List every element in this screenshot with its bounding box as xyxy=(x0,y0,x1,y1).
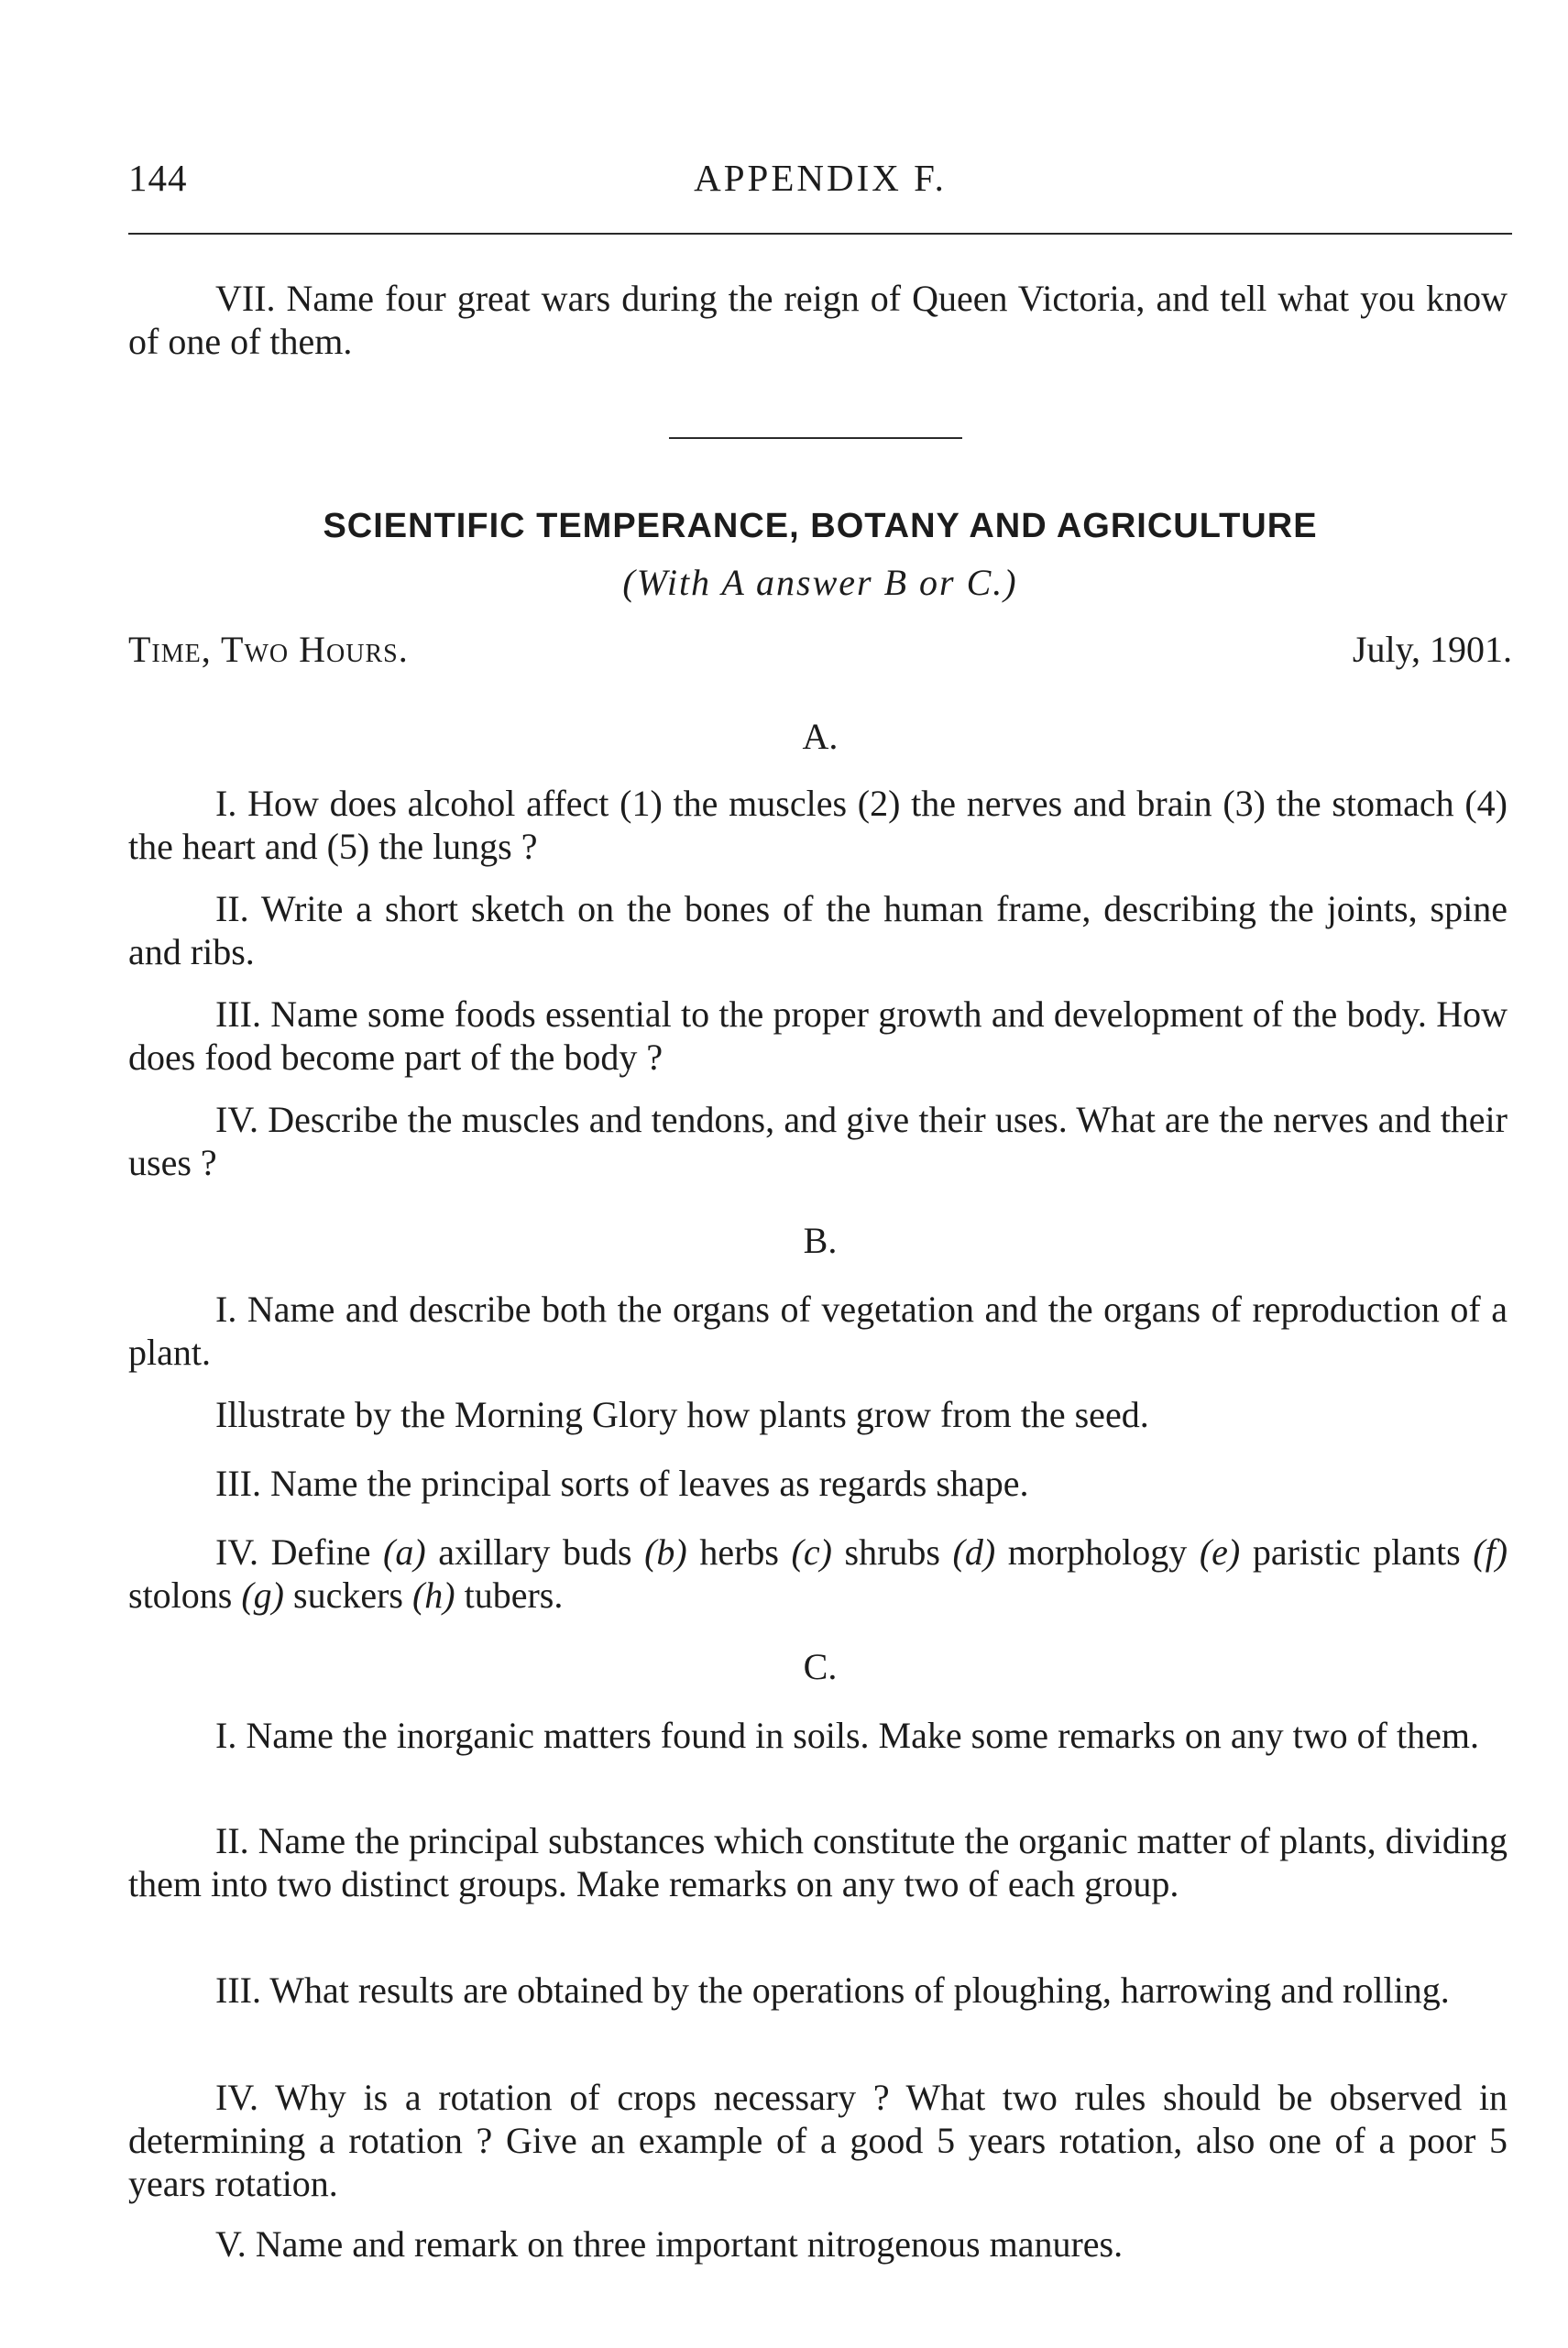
q4-text-1: IV. Define xyxy=(215,1531,384,1573)
q4-label-b: (b) xyxy=(644,1531,687,1573)
part-b-question-2: Illustrate by the Morning Glory how plants grow from the seed. xyxy=(215,1394,1149,1435)
q4-text-4: shrubs xyxy=(831,1531,953,1573)
running-title: APPENDIX F. xyxy=(694,157,947,199)
part-a-question-1: I. How does alcohol affect (1) the muscles (2) the nerves and brain (3) the stomach (4) the heart and (5) the lungs ? xyxy=(128,783,1508,867)
q4-text-5: morphology xyxy=(995,1531,1200,1573)
q4-text-2: axillary buds xyxy=(425,1531,645,1573)
part-a-heading: A. xyxy=(802,716,839,757)
header-rule xyxy=(128,233,1512,235)
running-head xyxy=(128,156,1512,211)
q4-text-6: paristic plants xyxy=(1240,1531,1474,1573)
part-a-question-2: II. Write a short sketch on the bones of the human frame, describing the joints, spine and ribs. xyxy=(128,888,1508,972)
exam-meta xyxy=(128,628,1512,674)
part-c-heading: C. xyxy=(803,1646,838,1687)
page-number: 144 xyxy=(128,157,188,199)
part-c-question-1: I. Name the inorganic matters found in soils. Make some remarks on any two of them. xyxy=(215,1715,1479,1756)
part-a-question-4: IV. Describe the muscles and tendons, and give their uses. What are the nerves and their uses ? xyxy=(128,1099,1508,1183)
question-vii: VII. Name four great wars during the reign of Queen Victoria, and tell what you know of one of them. xyxy=(128,278,1508,362)
exam-time: Time, Two Hours. xyxy=(128,629,409,670)
q4-label-g: (g) xyxy=(241,1574,284,1616)
part-b-question-4 xyxy=(128,1531,1508,1617)
part-c-question-4: IV. Why is a rotation of crops necessary ? What two rules should be observed in determining a rotation ? Give an example of a good 5 years rotation, also one of a poor 5 years rotation. xyxy=(128,2077,1508,2204)
part-c-question-3: III. What results are obtained by the operations of ploughing, harrowing and rolling. xyxy=(215,1969,1450,2011)
q4-text-8: suckers xyxy=(284,1574,412,1616)
part-b-question-1: I. Name and describe both the organs of vegetation and the organs of reproduction of a plant. xyxy=(128,1289,1508,1373)
part-b-question-3: III. Name the principal sorts of leaves as regards shape. xyxy=(215,1463,1029,1504)
q4-text-3: herbs xyxy=(686,1531,792,1573)
q4-label-f: (f) xyxy=(1473,1531,1508,1573)
q4-text-7: stolons xyxy=(128,1574,242,1616)
q4-text-9: tubers. xyxy=(455,1574,564,1616)
q4-label-e: (e) xyxy=(1199,1531,1241,1573)
exam-date: July, 1901. xyxy=(1352,629,1512,670)
exam-subtitle: (With A answer B or C.) xyxy=(622,562,1018,603)
section-divider xyxy=(669,437,962,439)
part-b-heading: B. xyxy=(803,1220,838,1261)
q4-label-c: (c) xyxy=(791,1531,832,1573)
exam-title: SCIENTIFIC TEMPERANCE, BOTANY AND AGRICULTURE xyxy=(323,507,1318,545)
q4-label-d: (d) xyxy=(952,1531,996,1573)
q4-label-a: (a) xyxy=(383,1531,426,1573)
part-c-question-5: V. Name and remark on three important nitrogenous manures. xyxy=(215,2223,1124,2265)
q4-label-h: (h) xyxy=(411,1574,455,1616)
part-c-question-2: II. Name the principal substances which constitute the organic matter of plants, dividing them into two distinct groups. Make remarks on any two of each group. xyxy=(128,1820,1508,1904)
part-a-question-3: III. Name some foods essential to the proper growth and development of the body. How does food become part of the body ? xyxy=(128,993,1508,1078)
